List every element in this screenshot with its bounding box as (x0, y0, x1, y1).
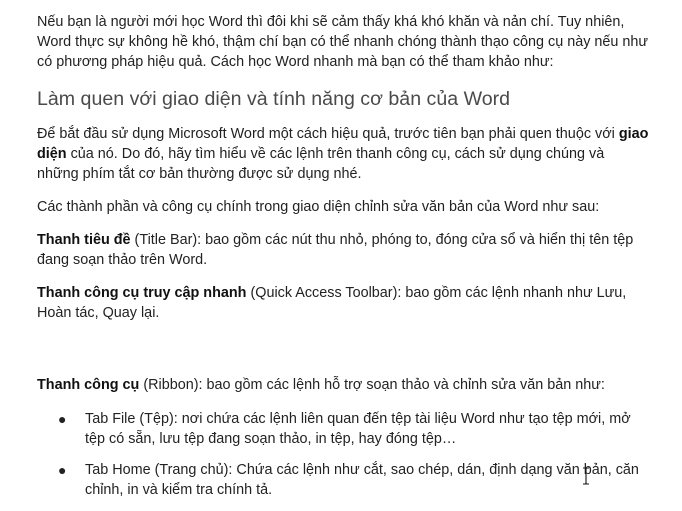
list-item (37, 409, 649, 449)
list-item (37, 460, 649, 500)
interface-paragraph-text-b: của nó. Do đó, hãy tìm hiểu về các lệnh trên thanh công cụ, cách sử dụng chúng và những phím tắt cơ bản thường được sử dụng nhé. (37, 146, 605, 182)
interface-paragraph (37, 124, 649, 184)
list-item-text: Tab Home (Trang chủ): Chứa các lệnh như cắt, sao chép, dán, định dạng văn bản, căn chỉnh, in và kiểm tra chính tả. (85, 462, 639, 498)
intro-paragraph: Nếu bạn là người mới học Word thì đôi khi sẽ cảm thấy khá khó khăn và nản chí. Tuy nhiên, Word thực sự không hề khó, thậm chí bạn có thể nhanh chóng thành thạo công cụ này nếu như có phương pháp hiệu quả. Cách học Word nhanh mà bạn có thể tham khảo như: (37, 14, 649, 70)
quick-access-paragraph (37, 283, 649, 323)
document-body (37, 12, 649, 511)
bullet-icon: ● (58, 411, 67, 427)
bullet-icon: ● (58, 462, 67, 478)
components-intro-paragraph: Các thành phần và công cụ chính trong giao diện chỉnh sửa văn bản của Word như sau: (37, 199, 600, 215)
title-bar-description: (Title Bar): bao gồm các nút thu nhỏ, phóng to, đóng cửa sổ và hiển thị tên tệp đang soạn thảo trên Word. (37, 232, 634, 268)
title-bar-paragraph (37, 230, 649, 270)
ribbon-paragraph (37, 375, 649, 395)
title-bar-term: Thanh tiêu đề (37, 232, 131, 248)
section-heading: Làm quen với giao diện và tính năng cơ bản của Word (37, 88, 511, 110)
quick-access-description: (Quick Access Toolbar): bao gồm các lệnh nhanh như Lưu, Hoàn tác, Quay lại. (37, 285, 627, 321)
interface-bold-term: giao diện (37, 126, 649, 162)
ribbon-term: Thanh công cụ (37, 377, 140, 393)
quick-access-term: Thanh công cụ truy cập nhanh (37, 285, 247, 301)
ribbon-tabs-list (37, 409, 649, 500)
text-ibeam-cursor-icon (581, 467, 591, 485)
interface-paragraph-text-a: Để bắt đầu sử dụng Microsoft Word một cách hiệu quả, trước tiên bạn phải quen thuộc với (37, 126, 619, 142)
list-item-text: Tab File (Tệp): nơi chứa các lệnh liên quan đến tệp tài liệu Word như tạo tệp mới, mở tệp có sẵn, lưu tệp đang soạn thảo, in tệp, hay đóng tệp… (85, 411, 631, 447)
ribbon-description: (Ribbon): bao gồm các lệnh hỗ trợ soạn thảo và chỉnh sửa văn bản như: (139, 377, 605, 393)
